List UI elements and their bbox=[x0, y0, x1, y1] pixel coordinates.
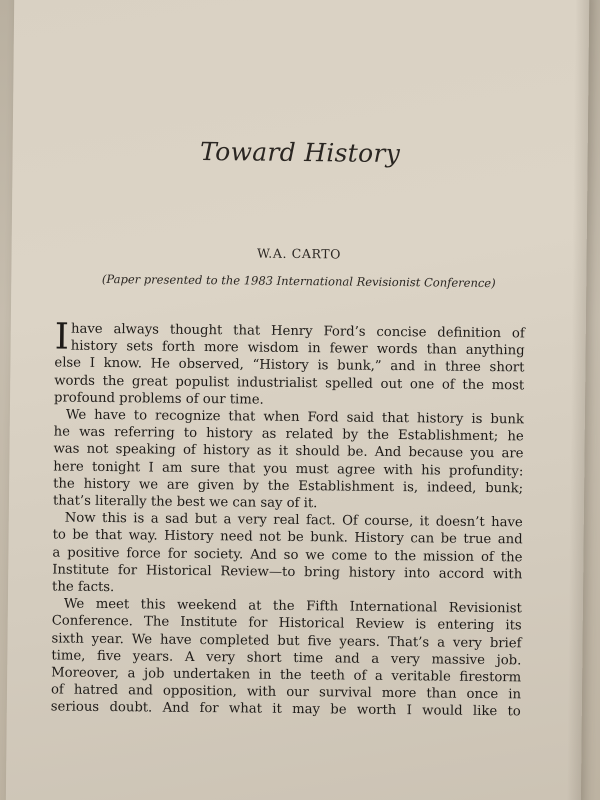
text-line: was not speaking of history as it should be. And because you are bbox=[53, 441, 524, 462]
text-line: of hatred and opposition, with our survival more than once in bbox=[50, 682, 522, 703]
text-line: Moreover, a job undertaken in the teeth of a veritable firestorm bbox=[51, 665, 522, 686]
page-edge-shadow bbox=[567, 0, 590, 800]
paragraph-3 bbox=[52, 510, 523, 601]
chapter-title: Toward History bbox=[199, 136, 401, 169]
paragraph-4 bbox=[51, 596, 522, 721]
chapter-subtitle: (Paper presented to the 1983 International Revisionist Conference) bbox=[101, 271, 496, 291]
text-line: a positive force for society. And so we come to the mission of the bbox=[52, 545, 523, 566]
paragraph-2 bbox=[53, 406, 524, 514]
text-line: else I know. He observed, “History is bunk,” and in three short bbox=[54, 355, 525, 376]
text-line: serious doubt. And for what it may be worth I would like to bbox=[50, 699, 521, 720]
text-line: to be that way. History need not be bunk. History can be true and bbox=[52, 527, 523, 548]
text-line: the facts. bbox=[52, 579, 115, 596]
author-name: W.A. CARTO bbox=[257, 245, 342, 262]
book-page bbox=[6, 0, 590, 800]
text-line: We meet this weekend at the Fifth International Revisionist bbox=[63, 596, 522, 617]
text-line: Conference. The Institute for Historical Review is entering its bbox=[51, 613, 522, 634]
text-line: history sets forth more wisdom in fewer words than anything bbox=[70, 338, 525, 359]
text-line: Institute for Historical Review—to bring history into accord with bbox=[52, 562, 523, 583]
paragraph-1 bbox=[53, 316, 525, 411]
text-line: that’s literally the best we can say of it. bbox=[52, 493, 318, 512]
text-line: We have to recognize that when Ford said that history is bunk bbox=[65, 407, 524, 428]
text-line: he was referring to history as related by the Establishment; he bbox=[53, 424, 524, 445]
text-line: words the great populist industrialist spelled out one of the most bbox=[54, 373, 525, 393]
text-line: profound problems of our time. bbox=[53, 390, 264, 408]
drop-cap: I bbox=[54, 316, 70, 358]
text-line: sixth year. We have completed but five years. That’s a very brief bbox=[51, 631, 522, 652]
text-line: have always thought that Henry Ford’s concise definition of bbox=[70, 321, 525, 342]
body-text bbox=[50, 316, 525, 721]
text-line: here tonight I am sure that you must agree with his profundity: bbox=[53, 459, 524, 479]
text-line: the history we are given by the Establishment is, indeed, bunk; bbox=[53, 476, 524, 497]
text-line: time, five years. A very short time and a very massive job. bbox=[51, 648, 522, 669]
text-line: Now this is a sad but a very real fact. Of course, it doesn’t have bbox=[64, 510, 523, 531]
